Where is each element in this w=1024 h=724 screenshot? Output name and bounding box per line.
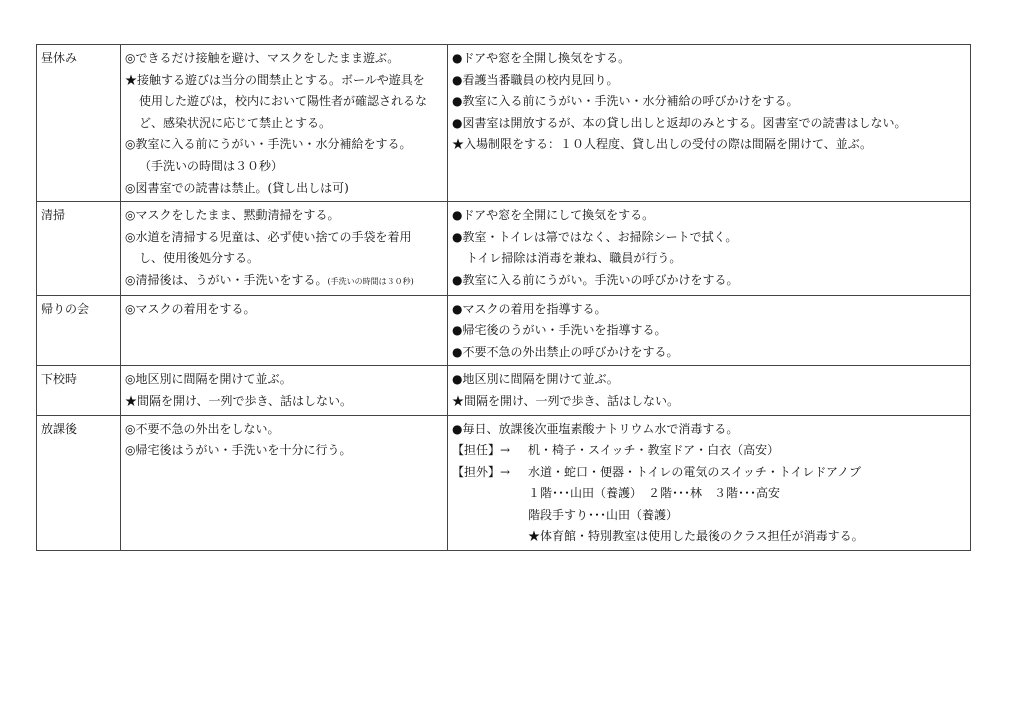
list-item: ★入場制限をする：１０人程度、貸し出しの受付の際は間隔を開けて、並ぶ。 xyxy=(452,137,873,152)
list-item: ●ドアや窓を全開し換気をする。 xyxy=(452,51,631,65)
table-row xyxy=(37,202,971,295)
student-measures xyxy=(121,415,448,551)
list-item xyxy=(125,270,443,293)
list-item xyxy=(452,462,966,484)
list-item: ●不要不急の外出禁止の呼びかけをする。 xyxy=(452,344,679,359)
period-label: 清掃 xyxy=(37,202,121,295)
list-item-text: ◎清掃後は、うがい・手洗いをする。 xyxy=(125,272,328,287)
list-item: ◎図書室での読書は禁止。(貸し出しは可) xyxy=(125,180,349,195)
list-item: ◎マスクの着用をする。 xyxy=(125,301,256,316)
list-item xyxy=(452,440,966,462)
tannin-label: 【担任】→ xyxy=(452,443,511,458)
schedule-table xyxy=(36,44,971,551)
stairs-assignment: 階段手すり･･･山田（養護） xyxy=(528,507,679,522)
period-label: 放課後 xyxy=(37,415,121,551)
list-item: 使用した遊びは，校内において陽性者が確認されるな xyxy=(139,94,428,109)
list-item: ★接触する遊びは当分の間禁止とする。ボールや遊具を xyxy=(125,72,425,87)
list-item: ●地区別に間隔を開けて並ぶ。 xyxy=(452,372,619,387)
table-row xyxy=(37,45,971,202)
list-item: ●ドアや窓を全開にして換気をする。 xyxy=(452,208,655,223)
period-label: 下校時 xyxy=(37,366,121,415)
floors-assignment: １階･･･山田（養護） ２階･･･林 ３階･･･高安 xyxy=(528,486,781,501)
list-item: ●教室に入る前にうがい。手洗いの呼びかけをする。 xyxy=(452,272,739,287)
list-item: し、使用後処分する。 xyxy=(139,251,260,266)
list-item: （手洗いの時間は３０秒） xyxy=(139,158,284,173)
list-item: ●教室に入る前にうがい・手洗い・水分補給の呼びかけをする。 xyxy=(452,94,799,109)
list-item: ●看護当番職員の校内見回り。 xyxy=(452,72,619,87)
list-item: ●毎日、放課後次亜塩素酸ナトリウム水で消毒する。 xyxy=(452,421,739,436)
list-item: ど、感染状況に応じて禁止とする。 xyxy=(139,115,332,130)
handwash-note: (手洗いの時間は３０秒) xyxy=(327,276,414,286)
list-item: ★間隔を開け、一列で歩き、話はしない。 xyxy=(125,393,353,408)
table-row xyxy=(37,415,971,551)
staff-measures xyxy=(448,295,971,366)
list-item: ●図書室は開放するが、本の貸し出しと返却のみとする。図書室での読書はしない。 xyxy=(452,115,907,130)
tangai-text: 水道・蛇口・便器・トイレの電気のスイッチ・トイレドアノブ xyxy=(528,464,862,479)
tannin-text: 机・椅子・スイッチ・教室ドア・白衣（高安） xyxy=(528,443,780,458)
period-label: 昼休み xyxy=(37,45,121,202)
staff-measures xyxy=(448,202,971,295)
student-measures xyxy=(121,295,448,366)
staff-measures xyxy=(448,45,971,202)
list-item: ◎水道を清掃する児童は、必ず使い捨ての手袋を着用 xyxy=(125,229,412,244)
list-item: ★間隔を開け、一列で歩き、話はしない。 xyxy=(452,393,680,408)
table-row xyxy=(37,295,971,366)
list-item: ◎教室に入る前にうがい・手洗い・水分補給をする。 xyxy=(125,137,412,152)
table-row xyxy=(37,366,971,415)
staff-measures xyxy=(448,366,971,415)
list-item: トイレ掃除は消毒を兼ね、職員が行う。 xyxy=(466,251,682,266)
list-item: ◎地区別に間隔を開けて並ぶ。 xyxy=(125,372,292,387)
gym-note: ★体育館・特別教室は使用した最後のクラス担任が消毒する。 xyxy=(528,529,864,544)
list-item: ◎不要不急の外出をしない。 xyxy=(125,421,280,436)
student-measures xyxy=(121,366,448,415)
list-item: ●教室・トイレは箒ではなく、お掃除シートで拭く。 xyxy=(452,229,738,244)
tangai-label: 【担外】→ xyxy=(452,464,511,479)
list-item: ◎帰宅後はうがい・手洗いを十分に行う。 xyxy=(125,443,352,458)
list-item: ◎マスクをしたまま、黙動清掃をする。 xyxy=(125,208,340,223)
staff-measures xyxy=(448,415,971,551)
period-label: 帰りの会 xyxy=(37,295,121,366)
list-item: ●マスクの着用を指導する。 xyxy=(452,301,607,316)
student-measures xyxy=(121,202,448,295)
student-measures xyxy=(121,45,448,202)
list-item: ◎できるだけ接触を避け、マスクをしたまま遊ぶ。 xyxy=(125,51,400,65)
list-item: ●帰宅後のうがい・手洗いを指導する。 xyxy=(452,323,667,338)
